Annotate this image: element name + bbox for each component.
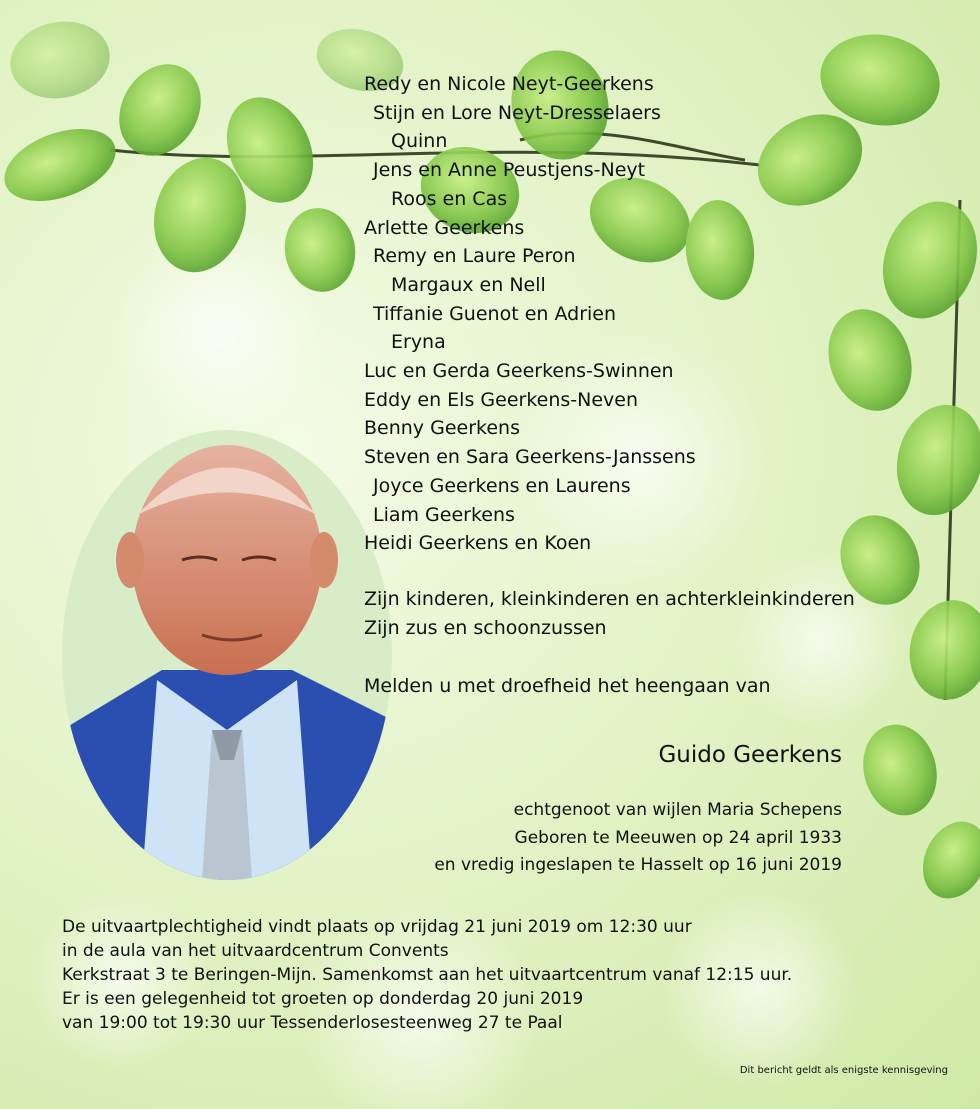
family-list-item: Eddy en Els Geerkens-Neven [364,388,639,411]
funeral-line-2: in de aula van het uitvaardcentrum Convents [62,941,449,961]
family-list-item: Tiffanie Guenot en Adrien [373,302,617,325]
family-list-item: Joyce Geerkens en Laurens [373,474,631,497]
family-list [364,70,696,558]
family-list-item: Redy en Nicole Neyt-Geerkens [364,73,654,95]
family-list-item: Heidi Geerkens en Koen [364,532,592,555]
deceased-name: Guido Geerkens [658,742,842,768]
family-list-item: Luc en Gerda Geerkens-Swinnen [364,360,674,383]
funeral-line-1: De uitvaartplechtigheid vindt plaats op vrijdag 21 juni 2019 om 12:30 uur [62,917,692,937]
funeral-details [62,915,792,1035]
family-list-item: Arlette Geerkens [364,216,525,239]
family-list-item: Liam Geerkens [373,503,515,526]
family-list-item: Benny Geerkens [364,417,520,440]
birth-line: Geboren te Meeuwen op 24 april 1933 [514,828,842,848]
funeral-line-4: Er is een gelegenheid tot groeten op donderdag 20 juni 2019 [62,989,584,1009]
funeral-line-3: Kerkstraat 3 te Beringen-Mijn. Samenkomst aan het uitvaartcentrum vanaf 12:15 uur. [62,965,793,985]
death-line: en vredig ingeslapen te Hasselt op 16 juni 2019 [434,855,842,875]
footnote: Dit bericht geldt als enigste kennisgeving [739,1065,948,1076]
family-list-item: Steven en Sara Geerkens-Janssens [364,446,696,469]
relatives-line-1: Zijn kinderen, kleinkinderen en achterkleinkinderen [364,588,855,610]
family-list-item: Stijn en Lore Neyt-Dresselaers [373,101,661,124]
family-list-item: Jens en Anne Peustjens-Neyt [373,159,646,182]
family-list-item: Remy en Laure Peron [373,245,576,268]
portrait-photo [62,430,392,880]
relatives-line-2: Zijn zus en schoonzussen [364,617,607,639]
family-list-item: Margaux en Nell [391,273,546,296]
family-list-item: Roos en Cas [391,187,508,210]
funeral-line-5: van 19:00 tot 19:30 uur Tessenderlosesteenweg 27 te Paal [62,1013,563,1033]
family-list-item: Eryna [391,331,446,354]
family-list-item: Quinn [391,130,448,153]
announcement: Melden u met droefheid het heengaan van [364,675,771,697]
spouse-line: echtgenoot van wijlen Maria Schepens [513,800,842,820]
